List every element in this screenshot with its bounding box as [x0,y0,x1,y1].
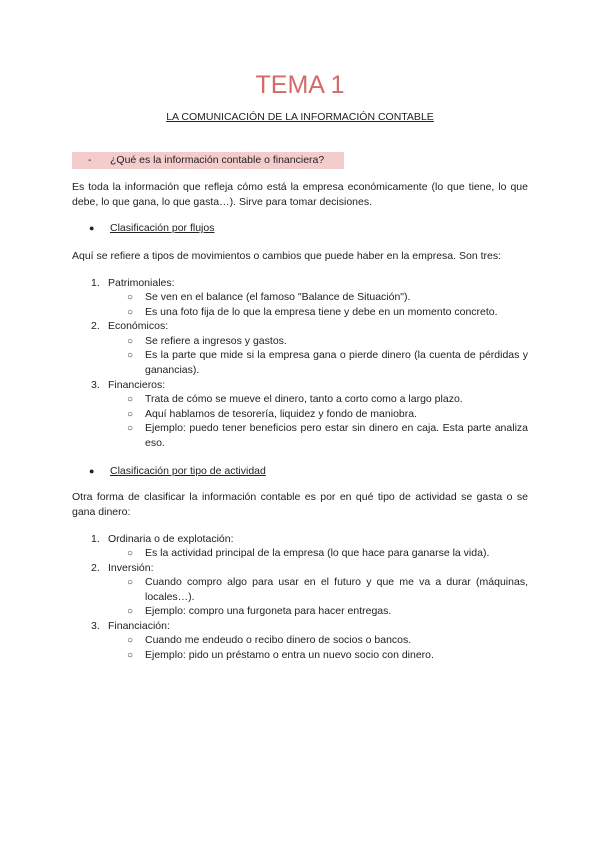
sub-item [127,348,528,378]
circle-bullet-icon: ○ [127,292,134,303]
list-label: Económicos: [108,320,169,332]
section-heading-text: Clasificación por flujos [110,222,215,234]
sub-item-text: Cuando me endeudo o recibo dinero de socios o bancos. [145,634,412,646]
circle-bullet-icon: ○ [127,350,134,361]
section-intro: Otra forma de clasificar la información contable es por en qué tipo de actividad se gasta o se gana dinero: [72,491,528,518]
list-number: 2. [91,562,100,574]
list-label: Ordinaria o de explotación: [108,533,234,545]
list-item [91,378,165,393]
list-number: 1. [91,533,100,545]
sub-item-text: Cuando compro algo para usar en el futuro y que me va a durar (máquinas, locales…). [145,576,528,603]
sub-item [127,334,528,349]
circle-bullet-icon: ○ [127,423,134,434]
list-number: 1. [91,277,100,289]
page-title: TEMA 1 [255,71,345,99]
sub-item-text: Se ven en el balance (el famoso "Balance de Situación"). [145,291,411,303]
list-number: 3. [91,620,100,632]
list-label: Patrimoniales: [108,277,175,289]
circle-bullet-icon: ○ [127,409,134,420]
intro-paragraph: Es toda la información que refleja cómo está la empresa económicamente (lo que tiene, lo que debe, lo que gana, lo que gasta…). Sirve para tomar decisiones. [72,181,528,208]
list-item [91,532,234,547]
list-number: 2. [91,320,100,332]
sub-item [127,575,528,605]
circle-bullet-icon: ○ [127,307,134,318]
list-item [91,561,154,576]
circle-bullet-icon: ○ [127,577,134,588]
sub-item-text: Es la parte que mide si la empresa gana o pierde dinero (la cuenta de pérdidas y ganancias). [145,349,528,376]
sub-item [127,290,528,305]
circle-bullet-icon: ○ [127,635,134,646]
sub-item-text: Ejemplo: compro una furgoneta para hacer entregas. [145,605,392,617]
sub-item-text: Es una foto fija de lo que la empresa tiene y debe en un momento concreto. [145,306,498,318]
sub-item [127,305,528,320]
list-label: Financieros: [108,379,166,391]
sub-item [127,421,528,451]
section-heading-text: Clasificación por tipo de actividad [110,465,266,477]
circle-bullet-icon: ○ [127,336,134,347]
sub-item [127,392,528,407]
list-label: Inversión: [108,562,154,574]
dash-marker: - [88,154,92,166]
circle-bullet-icon: ○ [127,548,134,559]
sub-item [127,604,528,619]
sub-item-text: Ejemplo: pido un préstamo o entra un nuevo socio con dinero. [145,649,434,661]
sub-item [127,546,528,561]
sub-item [127,407,528,422]
list-number: 3. [91,379,100,391]
bullet-icon: ● [89,466,95,476]
sub-item-text: Ejemplo: puedo tener beneficios pero estar sin dinero en caja. Esta parte analiza eso. [145,422,528,449]
sub-item-text: Aquí hablamos de tesorería, liquidez y fondo de maniobra. [145,408,418,420]
section-intro: Aquí se refiere a tipos de movimientos o cambios que puede haber en la empresa. Son tres: [72,250,501,262]
question-highlight [72,152,344,169]
list-item [91,276,175,291]
question-text: ¿Qué es la información contable o financiera? [110,154,325,166]
bullet-icon: ● [89,223,95,233]
list-item [91,319,168,334]
list-item [91,619,170,634]
list-label: Financiación: [108,620,170,632]
sub-item-text: Trata de cómo se mueve el dinero, tanto a corto como a largo plazo. [145,393,463,405]
sub-item-text: Es la actividad principal de la empresa (lo que hace para ganarse la vida). [145,547,490,559]
circle-bullet-icon: ○ [127,606,134,617]
sub-item-text: Se refiere a ingresos y gastos. [145,335,287,347]
circle-bullet-icon: ○ [127,394,134,405]
page-subtitle: LA COMUNICACIÓN DE LA INFORMACIÓN CONTABLE [166,111,434,123]
sub-item [127,648,528,663]
sub-item [127,633,528,648]
circle-bullet-icon: ○ [127,650,134,661]
